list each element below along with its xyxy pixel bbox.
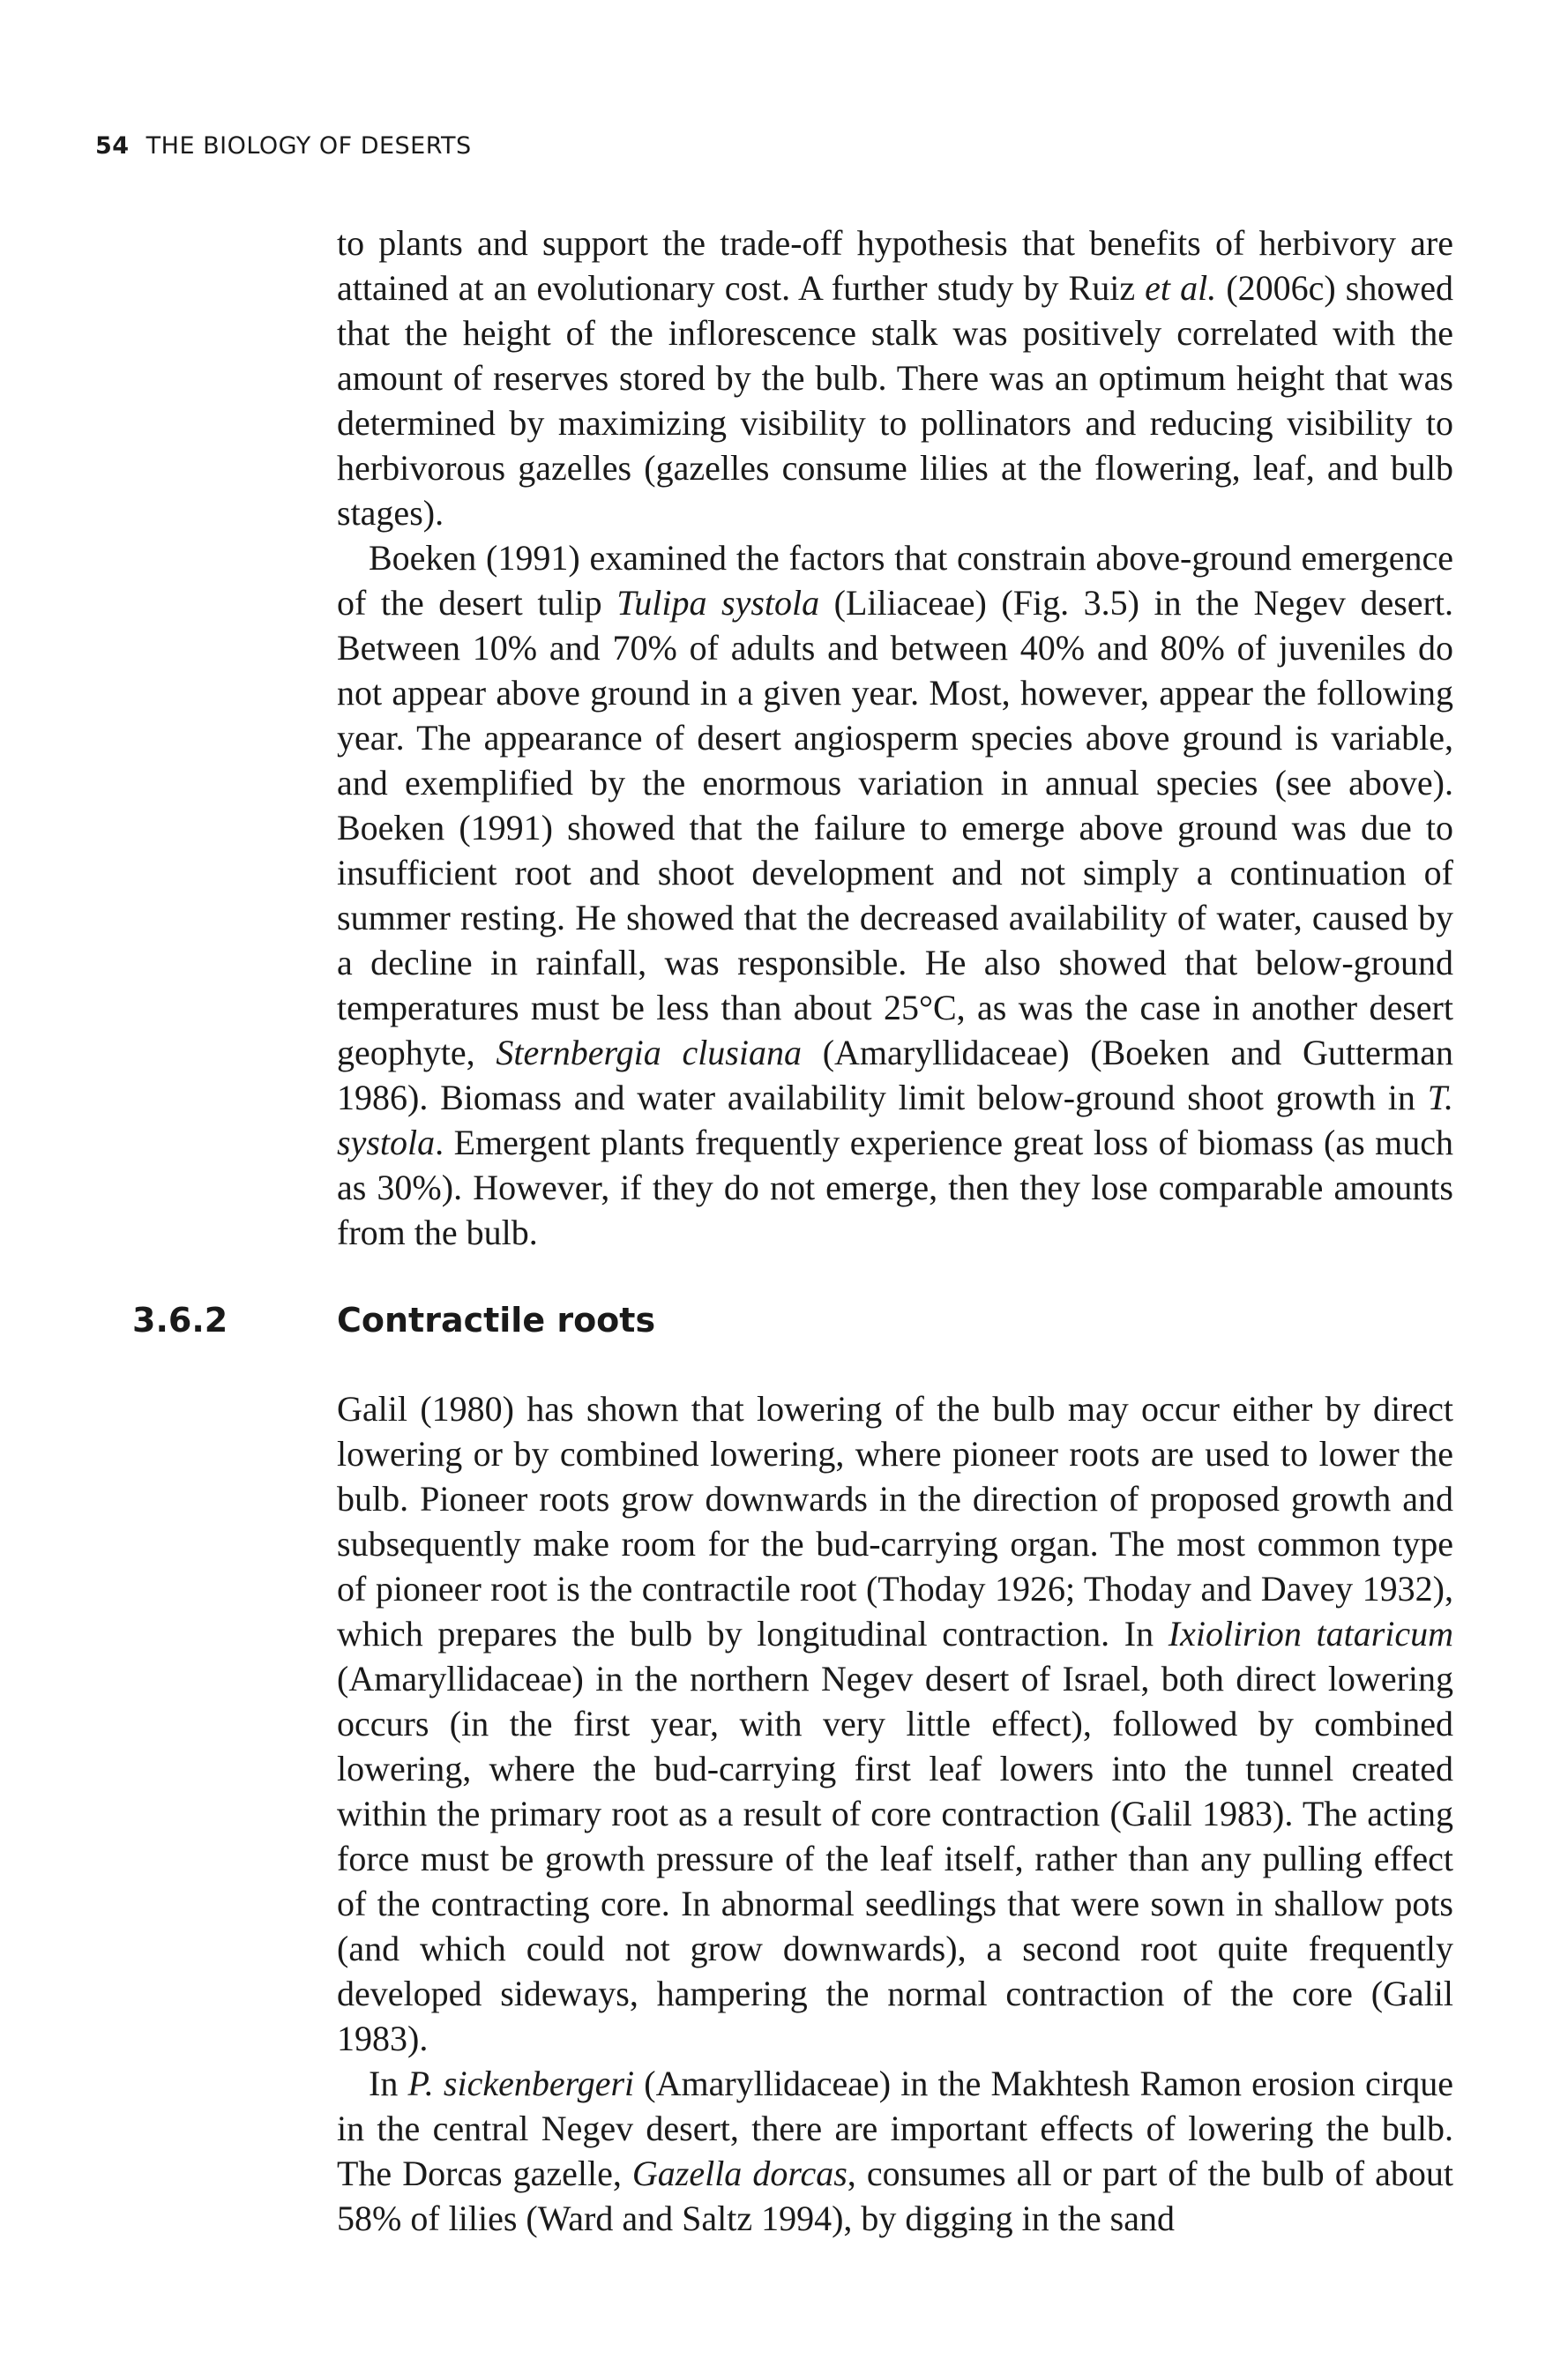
section-number: 3.6.2: [132, 1301, 228, 1340]
page-number: 54: [95, 132, 130, 160]
text-span: to plants and support the trade-off hypothesis that benefits of herbivory are attained at an evolutionary cost. A further study by Ruiz: [337, 223, 1453, 308]
italic-span: Gazella dorcas: [631, 2154, 847, 2193]
text-span: Galil (1980) has shown that lowering of the bulb may occur either by direct lowering or by combined lowering, where pioneer roots are used to lower the bulb. Pioneer roots grow downwards in the direction of proposed growth and subsequently make room for the bud-carrying organ. The most common type of pioneer root is the contractile root (Thoday 1926; Thoday and Davey 1932), which prepares the bulb by longitudinal contraction. In: [337, 1389, 1453, 1654]
running-head: [95, 132, 472, 160]
paragraph-1: [337, 220, 1453, 535]
text-span: Boeken (1991) examined the factors that constrain above-ground emergence of the desert tulip: [337, 538, 1453, 623]
section-title: Contractile roots: [337, 1301, 656, 1340]
body-text-block-2: [337, 1386, 1453, 2241]
italic-span: P. sickenbergeri: [407, 2064, 635, 2103]
text-span: , consumes all or part of the bulb of about 58% of lilies (Ward and Saltz 1994), by digging in the sand: [337, 2154, 1453, 2238]
text-span: (Amaryllidaceae) in the northern Negev desert of Israel, both direct lowering occurs (in the first year, with very little effect), followed by combined lowering, where the bud-carrying first leaf lowers into the tunnel created within the primary root as a result of core contraction (Galil 1983). The acting force must be growth pressure of the leaf itself, rather than any pulling effect of the contracting core. In abnormal seedlings that were sown in shallow pots (and which could not grow downwards), a second root quite frequently developed sideways, hampering the normal contraction of the core (Galil 1983).: [337, 1659, 1453, 2058]
text-span: (2006c) showed that the height of the inflorescence stalk was positively correlated with the amount of reserves stored by the bulb. There was an optimum height that was determined by maximizing visibility to pollinators and reducing visibility to herbivorous gazelles (gazelles consume lilies at the flowering, leaf, and bulb stages).: [337, 268, 1453, 533]
running-title: THE BIOLOGY OF DESERTS: [146, 132, 472, 160]
paragraph-4: [337, 2061, 1453, 2241]
text-span: (Amaryllidaceae) (Boeken and Gutterman 1986). Biomass and water availability limit below-ground shoot growth in: [337, 1033, 1454, 1117]
text-span: In: [369, 2064, 408, 2103]
italic-span: Sternbergia clusiana: [496, 1033, 802, 1072]
body-text-block-1: [337, 220, 1453, 1255]
italic-span: et al.: [1145, 268, 1217, 308]
text-span: . Emergent plants frequently experience great loss of biomass (as much as 30%). However, if they do not emerge, then they lose comparable amounts from the bulb.: [337, 1123, 1453, 1252]
paragraph-3: [337, 1386, 1453, 2061]
italic-span: Ixiolirion tataricum: [1168, 1614, 1454, 1654]
italic-span: Tulipa systola: [616, 583, 820, 623]
paragraph-2: [337, 535, 1453, 1255]
text-span: (Liliaceae) (Fig. 3.5) in the Negev desert. Between 10% and 70% of adults and between 40% and 80% of juveniles do not appear above ground in a given year. Most, however, appear the following year. The appearance of desert angiosperm species above ground is variable, and exemplified by the enormous variation in annual species (see above). Boeken (1991) showed that the failure to emerge above ground was due to insufficient root and shoot development and not simply a continuation of summer resting. He showed that the decreased availability of water, caused by a decline in rainfall, was responsible. He also showed that below-ground temperatures must be less than about 25°C, as was the case in another desert geophyte,: [337, 583, 1453, 1072]
text-span: (Amaryllidaceae) in the Makhtesh Ramon erosion cirque in the central Negev desert, there are important effects of lowering the bulb. The Dorcas gazelle,: [337, 2064, 1453, 2193]
italic-span: T. systola: [337, 1078, 1453, 1162]
